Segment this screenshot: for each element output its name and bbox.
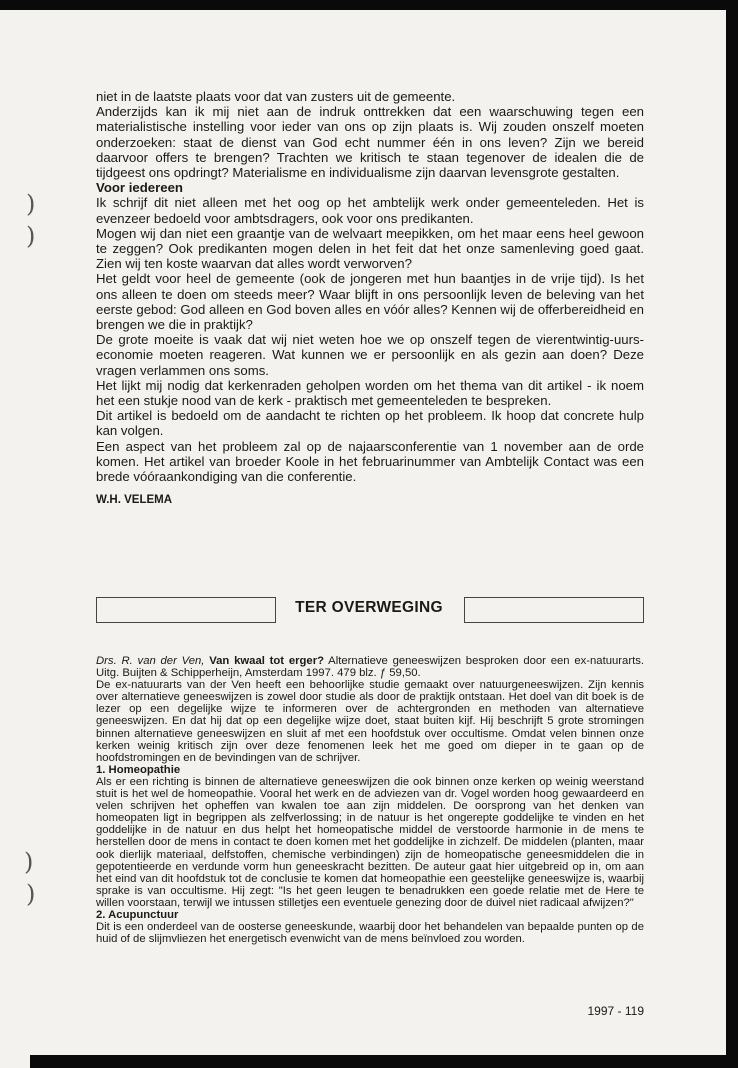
banner-box-right — [464, 597, 644, 623]
book-review — [96, 655, 644, 945]
scan-edge-right — [726, 0, 738, 1068]
page-number: 1997 - 119 — [587, 1004, 644, 1018]
paragraph: Anderzijds kan ik mij niet aan de indruk onttrekken dat een waarschuwing tegen een materialistische instelling voor ieder van ons op zijn plaats is. Wij zouden onszelf moeten onderzoeken: staat de dienst van God echt nummer één in ons leven? Zijn we bereid daarvoor offers te brengen? Trachten we kritisch te staan tegenover de idealen die de tijdgeest ons opdringt? Materialisme en individualisme zijn daarvan levensgrote gestalten. — [96, 104, 644, 181]
paragraph: Een aspect van het probleem zal op de najaarsconferentie van 1 november aan de orde komen. Het artikel van broeder Koole in het februarinummer van Ambtelijk Contact was een brede vóóraankondiging van die conferentie. — [96, 438, 644, 485]
paragraph: Dit artikel is bedoeld om de aandacht te richten op het probleem. Ik hoop dat concrete hulp kan volgen. — [96, 408, 644, 439]
review-citation — [96, 655, 644, 679]
paragraph: Het geldt voor heel de gemeente (ook de jongeren met hun baantjes in de vrije tijd). Is het ons alleen te doen om steeds meer? Waar blijft in ons persoonlijk leven de beleving van het eerste gebod: God alleen en God boven alles en vóór alles? Kennen wij de offerbereidheid en brengen we die in praktijk? — [96, 271, 644, 333]
review-book-title: Van kwaal tot erger? — [209, 655, 324, 667]
subheading: 1. Homeopathie — [96, 763, 181, 776]
paragraph: De grote moeite is vaak dat wij niet weten hoe we op onszelf tegen de vierentwintig-uurs-economie moeten reageren. Wat kunnen we er persoonlijk en als gezin aan doen? Deze vragen verlammen ons soms. — [96, 332, 644, 378]
margin-mark-bracket: ) — [24, 848, 34, 876]
scan-edge-top — [0, 0, 738, 10]
paragraph: De ex-natuurarts van der Ven heeft een behoorlijke studie gemaakt over natuurgeneeswijzen. Zijn kennis over alternatieve geneeswijzen is zowel door studie als door de praktijk ontstaan. Het doel van dit boek is de lezer op een degelijke wijze te informeren over de achtergronden en methoden van alternatieve geneeswijzen. En dat hij dat op een degelijke wijze doet, staat buiten kijf. Hij beschrijft 5 grote stromingen binnen alternatieve geneeswijzen en sluit af met een hoofdstuk over occultisme. Omdat velen binnen onze kerken weinig kritisch zijn over deze fenomenen leek het me goed om dieper in te gaan op de hoofdstromingen en de bevindingen van de schrijver. — [96, 679, 644, 764]
margin-mark-bracket: ) — [26, 222, 36, 250]
section-heading: Voor iedereen — [96, 180, 183, 196]
subheading: 2. Acupunctuur — [96, 908, 179, 921]
margin-mark-bracket: ) — [26, 190, 36, 218]
paragraph: Ik schrijf dit niet alleen met het oog op het ambtelijk werk onder gemeenteleden. Het is evenzeer bedoeld voor ambtsdragers, ook voor ons predikanten. — [96, 195, 644, 226]
margin-mark-bracket: ) — [26, 880, 36, 908]
paragraph: Het lijkt mij nodig dat kerkenraden geholpen worden om het thema van dit artikel - ik noem het een stukje nood van de kerk - praktisch met gemeenteleden te bespreken. — [96, 377, 644, 409]
banner-box-left — [96, 597, 276, 623]
scan-edge-bottom — [30, 1055, 738, 1068]
paragraph: Als er een richting is binnen de alternatieve geneeswijzen die ook binnen onze kerken op weinig weerstand stuit is het wel de homeopathie. Vooral het werk en de adviezen van dr. Vogel worden hoog gewaardeerd en velen schrijven het opheffen van kwalen toe aan zijn middelen. De oorsprong van het denken van homeopaten ligt in begrippen als zelfverlossing; in de natuur is het ongerepte goddelijke te vinden en het goddelijke in de natuur en dus helpt het homeopatische middel de verstoorde harmonie in de mens te herstellen door de mens in contact te doen komen met het goddelijke in zichzelf. De middelen (planten, maar ook dierlijk materiaal, delfstoffen, chemische verbindingen) zijn de homeopatische geneesmiddelen die in gepotentieerde en verdunde vorm hun geneeskracht bezitten. De auteur gaat hier uitgebreid op in, om aan het eind van dit hoofdstuk tot de conclusie te komen dat homeopathie een geestelijke geneeswijze is, waarbij sprake is van occultisme. Hij zegt: "Is het geen leugen te benadrukken een goede relatie met de Here te willen voorstaan, terwijl we intussen stilletjes een eventuele genezing door de duivel niet radicaal afwijzen?" — [96, 775, 644, 909]
author-signature: W.H. VELEMA — [96, 494, 173, 507]
section-banner — [96, 595, 642, 625]
article-body — [96, 89, 644, 508]
paragraph: niet in de laatste plaats voor dat van zusters uit de gemeente. — [96, 89, 456, 104]
paragraph: Dit is een onderdeel van de oosterse geneeskunde, waarbij door het behandelen van bepaalde punten op de huid of de slijmvliezen het energetisch evenwicht van de mens beïnvloed zou worden. — [96, 921, 644, 946]
paragraph: Mogen wij dan niet een graantje van de welvaart meepikken, om het maar eens heel gewoon te zeggen? Ook predikanten mogen delen in het feit dat het onze samenleving goed gaat. Zien wij ten koste waarvan dat alles wordt verworven? — [96, 225, 644, 272]
section-title: TER OVERWEGING — [295, 599, 443, 616]
review-citation-details: Alternatieve geneeswijzen besproken door een ex-natuurarts. Uitg. Buijten & Schipperheijn, Amsterdam 1997. 479 blz. ƒ 59,50. — [96, 655, 645, 680]
review-author: Drs. R. van der Ven, — [96, 655, 205, 667]
